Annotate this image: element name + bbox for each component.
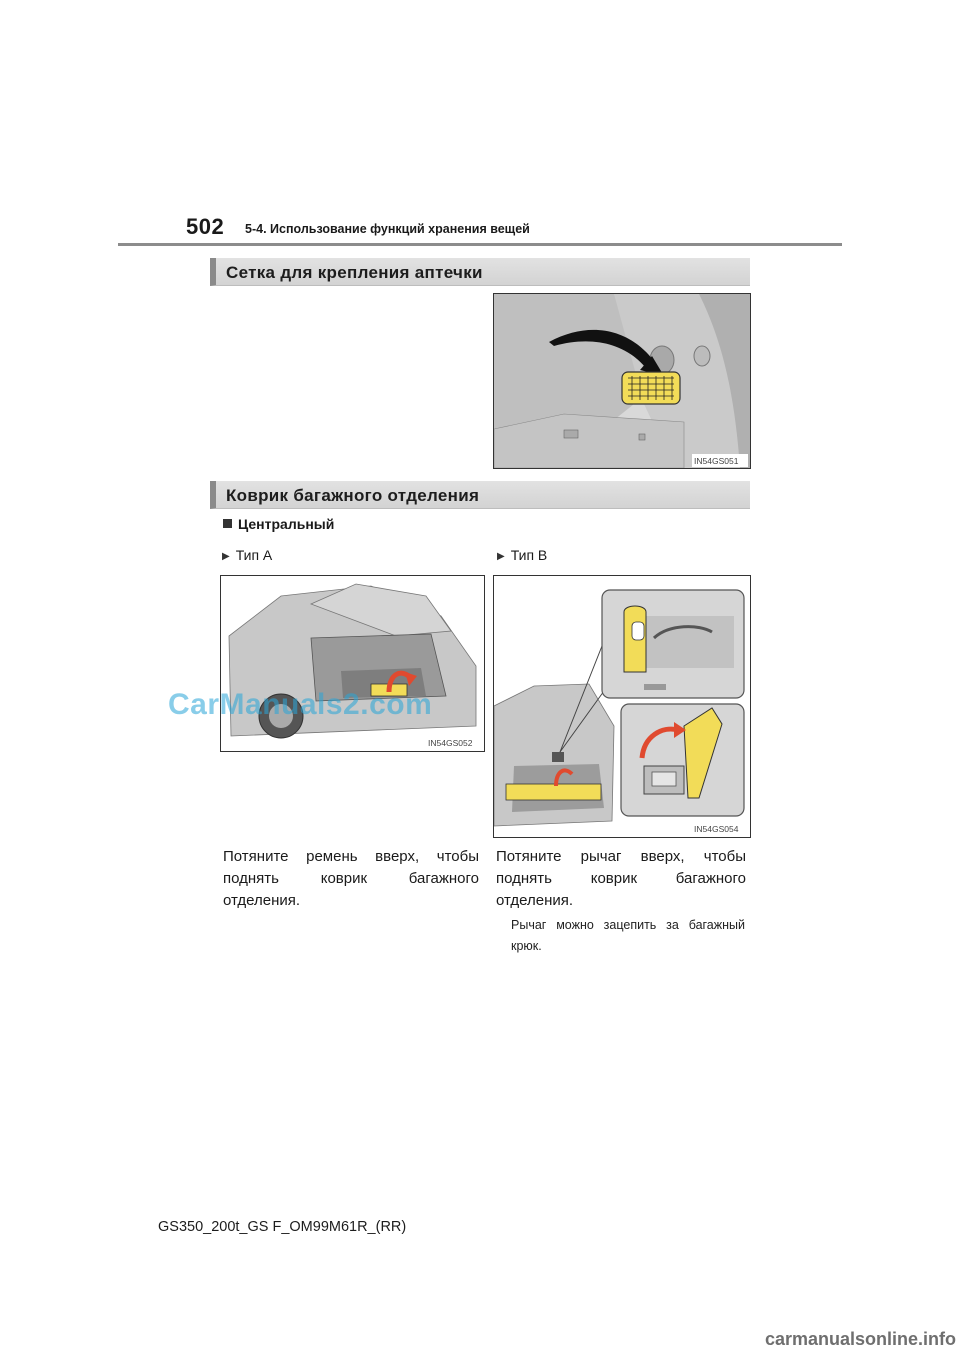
type-a-instruction: Потяните ремень вверх, чтобы поднять коврик багажного отделения. xyxy=(223,848,479,909)
type-a-car-trunk-illustration xyxy=(221,576,484,751)
section-heading-first-aid-net xyxy=(210,258,750,286)
section-heading-label: Коврик багажного отделения xyxy=(226,486,480,505)
type-label-text: Тип В xyxy=(510,547,548,563)
subheading-central xyxy=(223,516,334,532)
type-b-instruction: Потяните рычаг вверх, чтобы поднять коврик багажного отделения. xyxy=(496,848,746,909)
figure-type-a xyxy=(220,575,485,752)
type-label-text: Тип А xyxy=(235,547,273,563)
square-bullet-icon xyxy=(223,519,232,528)
triangle-bullet-icon: ▶ xyxy=(497,551,505,562)
first-aid-net-illustration xyxy=(494,294,750,468)
triangle-bullet-icon: ▶ xyxy=(222,551,230,562)
figure-first-aid-net xyxy=(493,293,751,469)
watermark-carmanuals2: CarManuals2.com xyxy=(168,688,433,721)
figure-code: IN54GS051 xyxy=(694,456,739,466)
type-b-note: Рычаг можно зацепить за багажный крюк. xyxy=(511,918,745,953)
subheading-label: Центральный xyxy=(238,516,335,532)
type-a-label xyxy=(222,547,272,563)
figure-type-b xyxy=(493,575,751,838)
header-rule xyxy=(118,243,842,246)
figure-code: IN54GS054 xyxy=(694,824,739,834)
section-heading-label: Сетка для крепления аптечки xyxy=(226,263,483,282)
page-number: 502 xyxy=(186,214,225,239)
watermark-carmanualsonline: carmanualsonline.info xyxy=(764,1329,956,1349)
footer-model-code: GS350_200t_GS F_OM99M61R_(RR) xyxy=(158,1219,407,1235)
type-b-trunk-lever-illustration xyxy=(494,576,750,837)
figure-code: IN54GS052 xyxy=(428,738,473,748)
section-heading-trunk-mat xyxy=(210,481,750,509)
running-header: 5-4. Использование функций хранения вещей xyxy=(245,222,530,236)
type-b-label xyxy=(497,547,547,563)
